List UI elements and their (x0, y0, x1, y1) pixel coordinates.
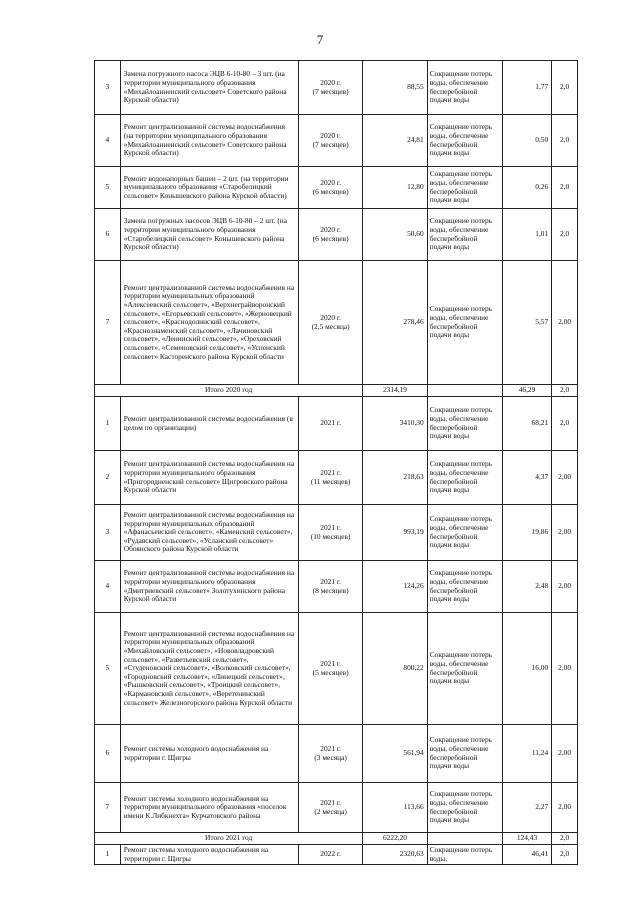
row-indicator: 0,50 (502, 115, 551, 167)
table-row (95, 167, 578, 209)
table-row (95, 783, 578, 833)
row-period: 2021 г. (5 месяцев) (298, 613, 362, 725)
table-row (95, 505, 578, 561)
row-effect: Сокращение потерь воды, обеспечение бесперебойной подачи воды (427, 61, 502, 115)
total-value: 2,0 (552, 833, 578, 845)
row-sum: 218,63 (363, 451, 427, 505)
row-indicator: 2,48 (502, 561, 551, 613)
row-description: Ремонт централизованной системы водоснабжения на территории муниципального образования «Пригородненский сельсовет» Щигровского района Курской области (120, 451, 298, 505)
row-value: 2,0 (552, 209, 578, 261)
row-number: 3 (95, 505, 121, 561)
row-indicator: 46,41 (502, 845, 551, 865)
row-sum: 124,26 (363, 561, 427, 613)
row-value: 2,00 (552, 725, 578, 783)
total-sum: 2314,19 (363, 385, 427, 397)
row-period: 2021 г. (11 месяцев) (298, 451, 362, 505)
table-row (95, 209, 578, 261)
row-description: Ремонт централизованной системы водоснабжения на территории муниципальных образований «Афанасьевский сельсовет», «Каменский сельсовет», «Рудавский сельсовет», «Усланский сельсовет» Обоянского района Курской области (120, 505, 298, 561)
total-row (95, 833, 578, 845)
row-indicator: 16,00 (502, 613, 551, 725)
row-sum: 50,60 (363, 209, 427, 261)
table-row (95, 261, 578, 385)
empty-cell (427, 833, 502, 845)
row-effect: Сокращение потерь воды, обеспечение бесперебойной подачи воды (427, 725, 502, 783)
row-sum: 278,46 (363, 261, 427, 385)
row-effect: Сокращение потерь воды, обеспечение бесперебойной подачи воды (427, 209, 502, 261)
row-effect: Сокращение потерь воды, обеспечение бесперебойной подачи воды (427, 505, 502, 561)
row-period: 2022 г. (298, 845, 362, 865)
row-number: 1 (95, 845, 121, 865)
row-number: 7 (95, 261, 121, 385)
row-indicator: 68,21 (502, 397, 551, 451)
row-number: 2 (95, 451, 121, 505)
row-number: 4 (95, 561, 121, 613)
row-description: Ремонт системы холодного водоснабжения на территории муниципального образования «поселок имени К.Либкнехта» Курчатовского района (120, 783, 298, 833)
row-period: 2021 г. (3 месяца) (298, 725, 362, 783)
row-value: 2,00 (552, 505, 578, 561)
row-period: 2020 г. (6 месяцев) (298, 209, 362, 261)
row-number: 6 (95, 209, 121, 261)
row-effect: Сокращение потерь воды, (427, 845, 502, 865)
row-sum: 12,80 (363, 167, 427, 209)
total-indicator: 124,43 (502, 833, 551, 845)
row-indicator: 4,37 (502, 451, 551, 505)
page-number: 7 (316, 32, 324, 47)
row-description: Ремонт централизованной системы водоснабжения на территории муниципального образования «Дмитриевский сельсовет» Золотухинского района Курской области (120, 561, 298, 613)
row-indicator: 19,86 (502, 505, 551, 561)
row-number: 3 (95, 61, 121, 115)
total-value: 2,0 (552, 385, 578, 397)
row-value: 2,0 (552, 397, 578, 451)
row-effect: Сокращение потерь воды, обеспечение бесперебойной подачи воды (427, 613, 502, 725)
row-effect: Сокращение потерь воды, обеспечение бесперебойной подачи воды (427, 451, 502, 505)
row-indicator: 0,26 (502, 167, 551, 209)
table-row (95, 561, 578, 613)
row-sum: 2320,63 (363, 845, 427, 865)
row-period: 2020 г. (7 месяцев) (298, 115, 362, 167)
row-description: Ремонт водонапорных башен – 2 шт. (на территории муниципального образования «Старобелицкий сельсовет» Конышевского района Курской области) (120, 167, 298, 209)
row-description: Ремонт централизованной системы водоснабжения на территории муниципальных образований «Михайловский сельсовет», «Нововладровский сельсовет», «Разветьевский сельсовет», «Студеновский сельсовет», «Волковский сельсовет», «Городновский сельсовет», «Линецкий сельсовет», «Рышковский сельсовет», «Троицкий сельсовет», «Кармановский сельсовет», «Веретенинский сельсовет» Железногорского района Курской области (120, 613, 298, 725)
row-value: 2,0 (552, 167, 578, 209)
table-row (95, 451, 578, 505)
total-label: Итого 2021 год (95, 833, 363, 845)
row-indicator: 2,27 (502, 783, 551, 833)
row-description: Ремонт централизованной системы водоснабжения (в целом по организации) (120, 397, 298, 451)
row-effect: Сокращение потерь воды, обеспечение бесперебойной подачи воды (427, 167, 502, 209)
row-period: 2021 г. (298, 397, 362, 451)
table-row (95, 845, 578, 865)
row-value: 2,00 (552, 451, 578, 505)
row-value: 2,00 (552, 613, 578, 725)
row-number: 1 (95, 397, 121, 451)
row-description: Ремонт централизованной системы водоснабжения на территории муниципальных образований «Алексеевский сельсовет», «Верхнеграйворонский сельсовет», «Егорьевский сельсовет», «Жерновецкий сельсовет», «Краснодолинский сельсовет», «Краснознаменский сельсовет», «Лачиновский сельсовет», «Ленинский сельсовет», «Ореховский сельсовет», «Семеновский сельсовет», «Успенский сельсовет» Касторенского района Курской области (120, 261, 298, 385)
row-number: 6 (95, 725, 121, 783)
row-value: 2,00 (552, 783, 578, 833)
row-description: Замена погружных насосов ЭЦВ 6-10-80 – 2 шт. (на территории муниципального образования «Старобелицкий сельсовет» Конышевского района Курской области) (120, 209, 298, 261)
row-effect: Сокращение потерь воды, обеспечение бесперебойной подачи воды (427, 561, 502, 613)
row-number: 5 (95, 613, 121, 725)
row-value: 2,00 (552, 561, 578, 613)
row-sum: 113,66 (363, 783, 427, 833)
row-description: Ремонт системы холодного водоснабжения на территории г. Щигры (120, 725, 298, 783)
row-period: 2021 г. (8 месяцев) (298, 561, 362, 613)
row-sum: 24,81 (363, 115, 427, 167)
empty-cell (427, 385, 502, 397)
row-effect: Сокращение потерь воды, обеспечение бесперебойной подачи воды (427, 261, 502, 385)
row-sum: 88,55 (363, 61, 427, 115)
table-row (95, 613, 578, 725)
row-description: Ремонт системы холодного водоснабжения на территории г. Щигры (120, 845, 298, 865)
row-value: 2,0 (552, 115, 578, 167)
row-number: 5 (95, 167, 121, 209)
row-period: 2021 г. (2 месяца) (298, 783, 362, 833)
row-sum: 561,94 (363, 725, 427, 783)
row-number: 4 (95, 115, 121, 167)
row-description: Замена погружного насоса ЭЦВ 6-10-80 – 3 шт. (на территории муниципального образования «Михайлоанненский сельсовет» Советского района Курской области) (120, 61, 298, 115)
row-indicator: 1,01 (502, 209, 551, 261)
row-value: 2,0 (552, 845, 578, 865)
table-row (95, 115, 578, 167)
row-sum: 993,19 (363, 505, 427, 561)
row-description: Ремонт централизованной системы водоснабжения (на территории муниципального образования «Михайлоанненский сельсовет» Советского района Курской области) (120, 115, 298, 167)
row-number: 7 (95, 783, 121, 833)
row-period: 2021 г. (10 месяцев) (298, 505, 362, 561)
table-row (95, 61, 578, 115)
row-effect: Сокращение потерь воды, обеспечение бесперебойной подачи воды (427, 115, 502, 167)
row-value: 2,0 (552, 61, 578, 115)
row-period: 2020 г. (6 месяцев) (298, 167, 362, 209)
row-indicator: 1,77 (502, 61, 551, 115)
total-indicator: 46,29 (502, 385, 551, 397)
investment-table (94, 60, 578, 865)
row-indicator: 5,57 (502, 261, 551, 385)
row-effect: Сокращение потерь воды, обеспечение бесперебойной подачи воды (427, 783, 502, 833)
row-period: 2020 г. (2,5 месяца) (298, 261, 362, 385)
row-sum: 800,22 (363, 613, 427, 725)
table-row (95, 725, 578, 783)
row-effect: Сокращение потерь воды, обеспечение бесперебойной подачи воды (427, 397, 502, 451)
total-sum: 6222,20 (363, 833, 427, 845)
table-row (95, 397, 578, 451)
row-indicator: 11,24 (502, 725, 551, 783)
row-value: 2,00 (552, 261, 578, 385)
total-label: Итого 2020 год (95, 385, 363, 397)
total-row (95, 385, 578, 397)
row-sum: 3410,30 (363, 397, 427, 451)
row-period: 2020 г. (7 месяцев) (298, 61, 362, 115)
